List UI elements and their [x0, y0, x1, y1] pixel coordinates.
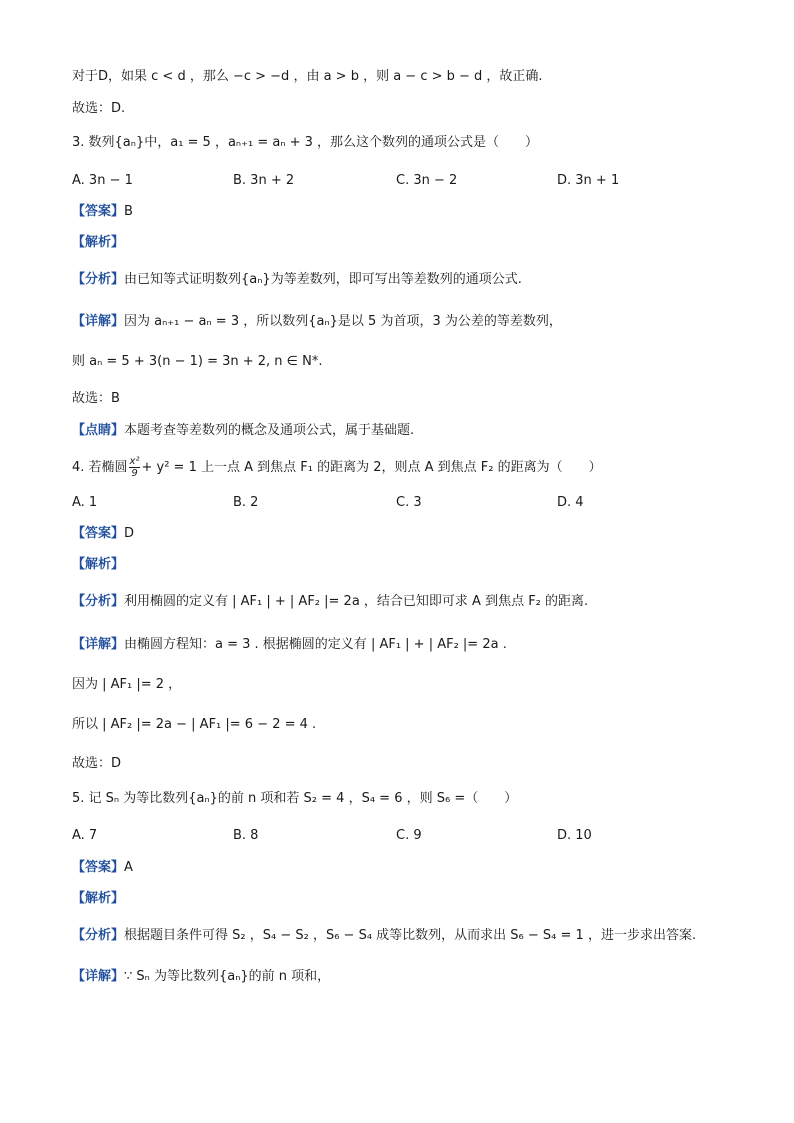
q4-detail — [72, 636, 507, 654]
xiangjie-tag: 【详解】 — [72, 314, 125, 329]
q4-option-b: B. 2 — [233, 495, 259, 510]
answer-tag: 【答案】 — [72, 204, 125, 219]
fraction — [129, 456, 141, 479]
fenxi-tag: 【分析】 — [72, 272, 125, 287]
q3-analysis-heading: 【解析】 — [72, 235, 125, 250]
fenxi-text: 由已知等式证明数列{aₙ}为等差数列，即可写出等差数列的通项公式. — [124, 272, 522, 287]
q4-option-d: D. 4 — [557, 495, 584, 510]
xiangjie-tag: 【详解】 — [72, 969, 125, 984]
q5-answer — [72, 859, 133, 877]
q4-answer — [72, 525, 134, 543]
q5-option-b: B. 8 — [233, 828, 259, 843]
q4-detail-line3: 所以 | AF₂ |= 2a − | AF₁ |= 6 − 2 = 4 . — [72, 717, 317, 732]
text-line: 对于D，如果 c < d ，那么 −c > −d ，由 a > b ，则 a − c > b − d ，故正确. — [72, 69, 543, 84]
question-3: 3. 数列{aₙ}中，a₁ = 5 ，aₙ₊₁ = aₙ + 3 ，那么这个数列的通项公式是（ ） — [72, 135, 539, 150]
q5-analysis — [72, 927, 696, 945]
fenxi-tag: 【分析】 — [72, 594, 125, 609]
q5-option-a: A. 7 — [72, 828, 98, 843]
text-line: 故选：D. — [72, 101, 126, 116]
fenxi-text: 根据题目条件可得 S₂ ，S₄ − S₂ ，S₆ − S₄ 成等比数列，从而求出 S₆ − S₄ = 1 ，进一步求出答案. — [124, 928, 697, 943]
xiangjie-text: 由椭圆方程知：a = 3 . 根据椭圆的定义有 | AF₁ | + | AF₂ |= 2a . — [124, 637, 507, 652]
question-4 — [72, 456, 602, 479]
xiangjie-text: ∵ Sₙ 为等比数列{aₙ}的前 n 项和， — [124, 969, 331, 984]
answer-tag: 【答案】 — [72, 860, 125, 875]
q3-option-a: A. 3n − 1 — [72, 173, 133, 188]
q4-option-a: A. 1 — [72, 495, 98, 510]
dianjing-tag: 【点睛】 — [72, 423, 125, 438]
q5-detail — [72, 968, 330, 986]
q3-answer — [72, 203, 133, 221]
answer-value: D — [124, 526, 135, 541]
answer-value: B — [124, 204, 133, 219]
q4-detail-line2: 因为 | AF₁ |= 2 ， — [72, 677, 182, 692]
q3-option-b: B. 3n + 2 — [233, 173, 295, 188]
answer-value: A — [124, 860, 133, 875]
q4-suffix: + y² = 1 上一点 A 到焦点 F₁ 的距离为 2，则点 A 到焦点 F₂ 的距离为（ ） — [141, 460, 602, 475]
q4-option-c: C. 3 — [396, 495, 422, 510]
q5-option-d: D. 10 — [557, 828, 592, 843]
dianjing-text: 本题考查等差数列的概念及通项公式，属于基础题. — [124, 423, 415, 438]
q3-option-d: D. 3n + 1 — [557, 173, 620, 188]
fenxi-text: 利用椭圆的定义有 | AF₁ | + | AF₂ |= 2a ，结合已知即可求 A 到焦点 F₂ 的距离. — [124, 594, 589, 609]
q4-prefix: 4. 若椭圆 — [72, 460, 128, 475]
q4-analysis-heading: 【解析】 — [72, 557, 125, 572]
fraction-numerator: x² — [129, 456, 140, 467]
q3-selection: 故选：B — [72, 391, 120, 406]
q4-selection: 故选：D — [72, 756, 122, 771]
xiangjie-text: 因为 aₙ₊₁ − aₙ = 3 ，所以数列{aₙ}是以 5 为首项，3 为公差的等差数列， — [124, 314, 562, 329]
xiangjie-tag: 【详解】 — [72, 637, 125, 652]
fraction-denominator: 9 — [131, 468, 138, 479]
q5-analysis-heading: 【解析】 — [72, 891, 125, 906]
q5-option-c: C. 9 — [396, 828, 422, 843]
answer-tag: 【答案】 — [72, 526, 125, 541]
q3-comment — [72, 422, 414, 440]
fenxi-tag: 【分析】 — [72, 928, 125, 943]
question-5: 5. 记 Sₙ 为等比数列{aₙ}的前 n 项和若 S₂ = 4 ，S₄ = 6 ，则 S₆ =（ ） — [72, 791, 518, 806]
q3-analysis — [72, 271, 522, 289]
q3-option-c: C. 3n − 2 — [396, 173, 458, 188]
q4-analysis — [72, 593, 588, 611]
q3-detail-line2: 则 aₙ = 5 + 3(n − 1) = 3n + 2, n ∈ N*. — [72, 354, 323, 369]
q3-detail — [72, 313, 562, 331]
